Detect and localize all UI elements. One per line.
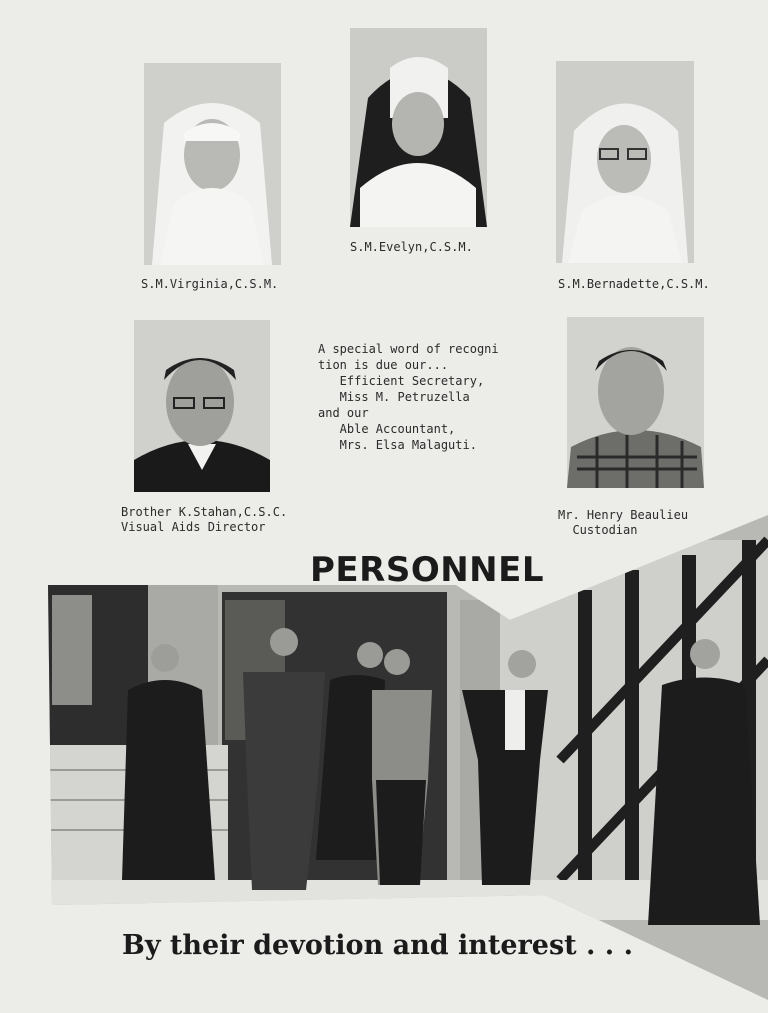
recognition-note: A special word of recogni tion is due our... Efficient Secretary, Miss M. Petruzella and our Able Accountant, Mrs. Elsa Malaguti. (318, 342, 499, 452)
portrait-caption-stahan: Brother K.Stahan,C.S.C. Visual Aids Director (121, 505, 288, 534)
portrait-caption-evelyn: S.M.Evelyn,C.S.M. (350, 240, 473, 254)
page-title: PERSONNEL (310, 550, 545, 590)
portrait-caption-beaulieu: Mr. Henry Beaulieu Custodian (558, 508, 689, 537)
portrait-caption-virginia: S.M.Virginia,C.S.M. (141, 277, 279, 291)
page-tagline: By their devotion and interest . . . (122, 930, 634, 961)
portrait-caption-bernadette: S.M.Bernadette,C.S.M. (558, 277, 710, 291)
